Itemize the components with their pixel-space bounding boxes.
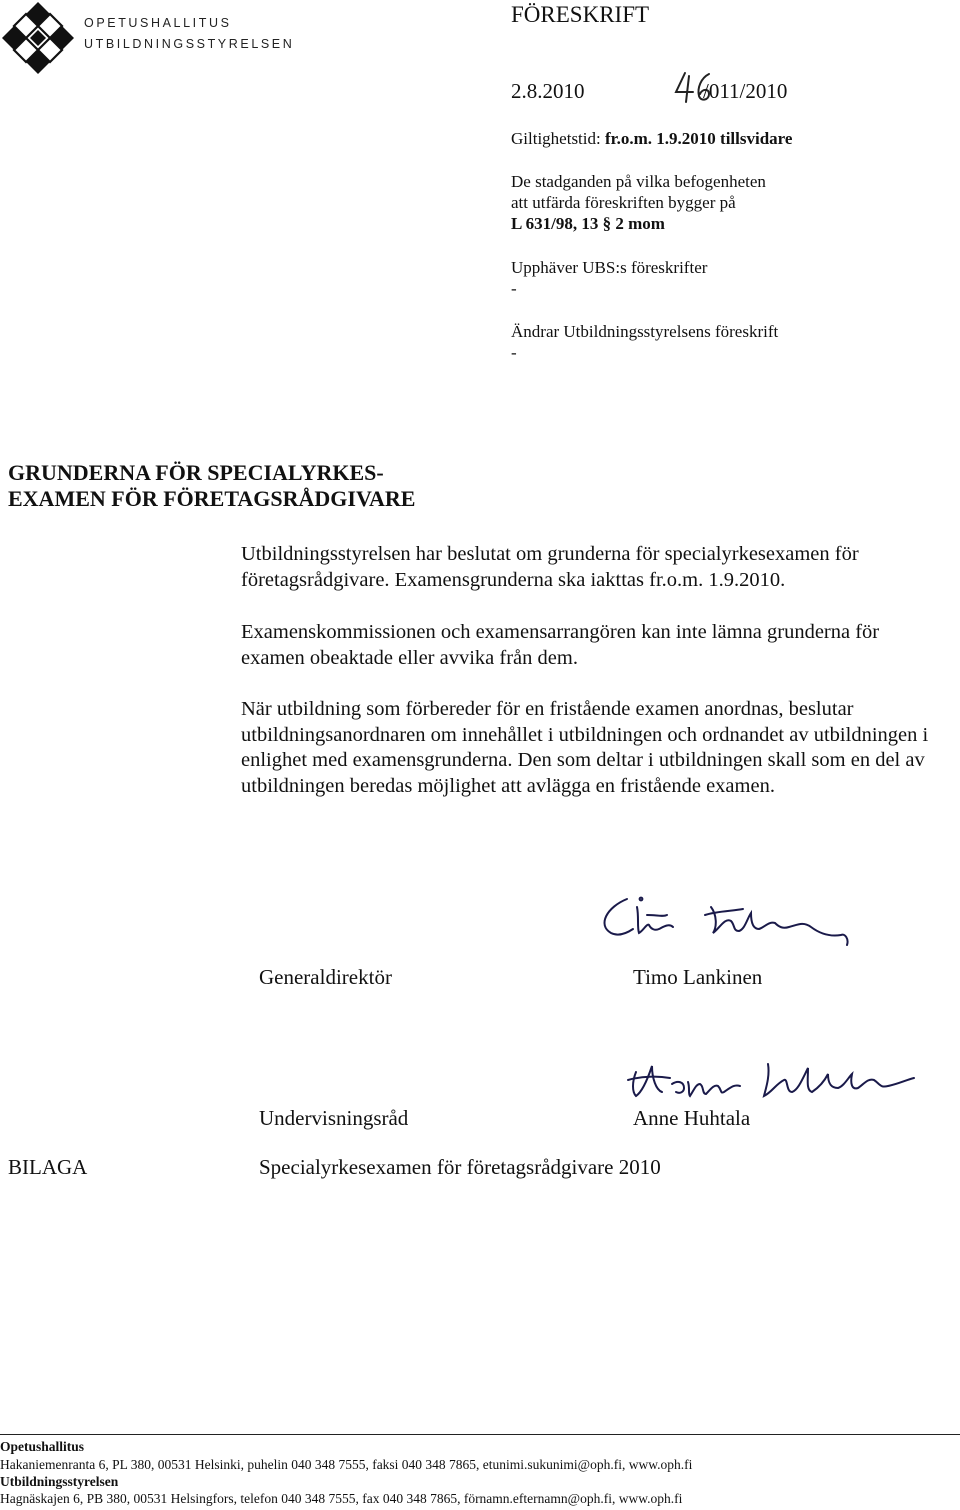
amends-value: - <box>511 343 517 362</box>
signatory-1-title: Generaldirektör <box>259 965 392 989</box>
repeals-label: Upphäver UBS:s föreskrifter <box>511 258 708 277</box>
appendix-text: Specialyrkesexamen för företagsrådgivare 2010 <box>259 1155 661 1179</box>
body-paragraph-3: När utbildning som förbereder för en fristående examen anordnas, beslutar utbildningsanordnaren om innehållet i utbildningen och ordnandet av utbildningen i enlighet med examensgrunderna. Den som deltar i utbildningen skall som en del av utbildningen beredas möjlighet att avlägga en fristående examen. <box>241 698 929 798</box>
authority-line-1: De stadganden på vilka befogenheten <box>511 172 766 191</box>
footer-org-swedish: Utbildningsstyrelsen <box>0 1474 119 1489</box>
signatory-1-name: Timo Lankinen <box>633 965 763 989</box>
authority-line-2: att utfärda föreskriften bygger på <box>511 193 736 212</box>
appendix-label: BILAGA <box>8 1155 88 1179</box>
document-type: FÖRESKRIFT <box>511 2 650 27</box>
footer-org-finnish: Opetushallitus <box>0 1439 85 1454</box>
body-paragraph-1: Utbildningsstyrelsen har beslutat om grunderna för specialyrkesexamen för företagsrådgivare. Examensgrunderna ska iakttas fr.o.m. 1.9.2010. <box>241 543 859 591</box>
page-title-line-2: EXAMEN FÖR FÖRETAGSRÅDGIVARE <box>8 486 416 511</box>
validity-label: Giltighetstid: <box>511 129 601 148</box>
validity-value: fr.o.m. 1.9.2010 tillsvidare <box>604 129 793 148</box>
signatory-2-name: Anne Huhtala <box>633 1106 751 1130</box>
footer-address-finnish: Hakaniemenranta 6, PL 380, 00531 Helsinki, puhelin 040 348 7555, faksi 040 348 7865, etunimi.sukunimi@oph.fi, www.oph.fi <box>0 1457 693 1472</box>
authority-law: L 631/98, 13 § 2 mom <box>511 214 665 233</box>
signature-timo-lankinen-icon <box>593 885 861 955</box>
document-number: /011/2010 <box>703 79 788 103</box>
logo-org-finnish: OPETUSHALLITUS <box>84 16 232 30</box>
body-paragraph-2: Examenskommissionen och examensarrangören kan inte lämna grunderna för examen obeaktade eller avvika från dem. <box>241 621 880 669</box>
page-title-line-1: GRUNDERNA FÖR SPECIALYRKES- <box>8 460 384 485</box>
signatory-2-title: Undervisningsråd <box>259 1106 409 1130</box>
agency-logo-icon <box>0 0 76 76</box>
amends-label: Ändrar Utbildningsstyrelsens föreskrift <box>511 322 779 341</box>
logo-org-swedish: UTBILDNINGSSTYRELSEN <box>84 37 295 51</box>
footer-divider <box>0 1434 960 1435</box>
signature-anne-huhtala-icon <box>618 1048 936 1108</box>
validity <box>511 129 792 149</box>
repeals-value: - <box>511 279 517 298</box>
footer-address-swedish: Hagnäskajen 6, PB 380, 00531 Helsingfors, telefon 040 348 7555, fax 040 348 7865, förnamn.efternamn@oph.fi, www.oph.fi <box>0 1491 683 1506</box>
document-date: 2.8.2010 <box>511 79 585 103</box>
